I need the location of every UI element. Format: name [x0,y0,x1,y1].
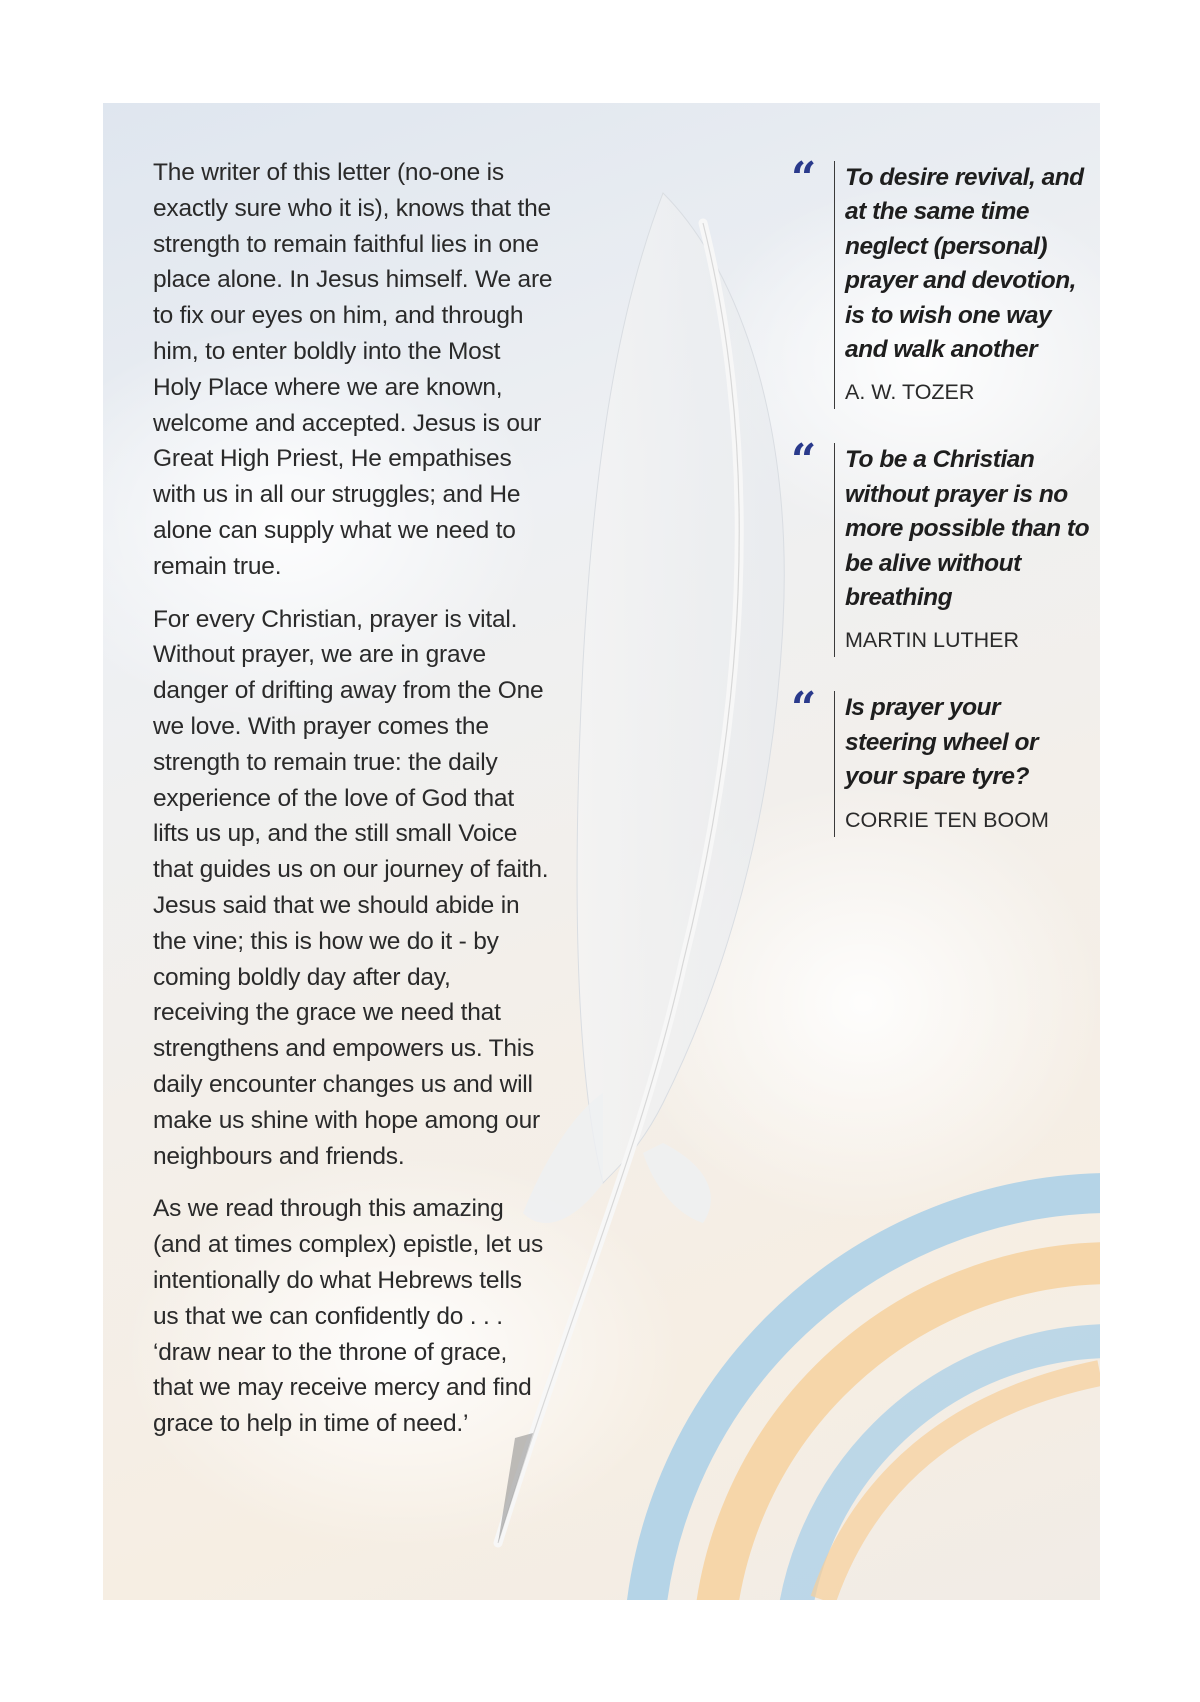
body-paragraph: For every Christian, prayer is vital. Without prayer, we are in grave danger of drifting away from the One we love. With prayer comes the strength to remain true: the daily experience of the love of God that lifts us up, and the still small Voice that guides us on our journey of faith. Jesus said that we should abide in the vine; this is how we do it - by coming boldly day after day, receiving the grace we need that strengthens and empowers us. This daily encounter changes us and will make us shine with hope among our neighbours and friends. [153,605,549,1170]
body-paragraph: As we read through this amazing (and at times complex) epistle, let us intentionally do what Hebrews tells us that we can confidently do . . . ‘draw near to the throne of grace, that we may receive mercy and find grace to help in time of need.’ [153,1195,544,1438]
article-body [153,155,553,1459]
quote-mark-icon: “ [791,683,811,735]
quote-mark-icon: “ [791,153,811,204]
quote-text: Is prayer your steering wheel or your spare tyre? [845,694,1039,791]
quote-text: To desire revival, and at the same time neglect (personal) prayer and devotion, is to wish one way and walk another [845,164,1084,364]
quote-body [834,443,1091,657]
quote-author: A. W. TOZER [845,380,975,405]
quote-mark-icon: “ [791,435,811,487]
quote-text: To be a Christian without prayer is no more possible than to be alive without breathing [845,446,1090,612]
quote-body [834,161,1091,409]
quote-author: MARTIN LUTHER [845,628,1020,653]
page-panel [103,103,1100,1600]
quote-author: CORRIE TEN BOOM [845,807,1049,832]
concentric-arcs [643,1193,1100,1600]
pull-quote [791,153,1091,409]
pull-quote [791,435,1091,657]
pull-quote [791,683,1091,836]
quote-body [834,691,1091,836]
quotes-column [791,153,1091,871]
body-paragraph: The writer of this letter (no-one is exactly sure who it is), knows that the strength to remain faithful lies in one place alone. In Jesus himself. We are to fix our eyes on him, and through him, to enter boldly into the Most Holy Place where we are known, welcome and accepted. Jesus is our Great High Priest, He empathises with us in all our struggles; and He alone can supply what we need to remain true. [153,159,553,580]
